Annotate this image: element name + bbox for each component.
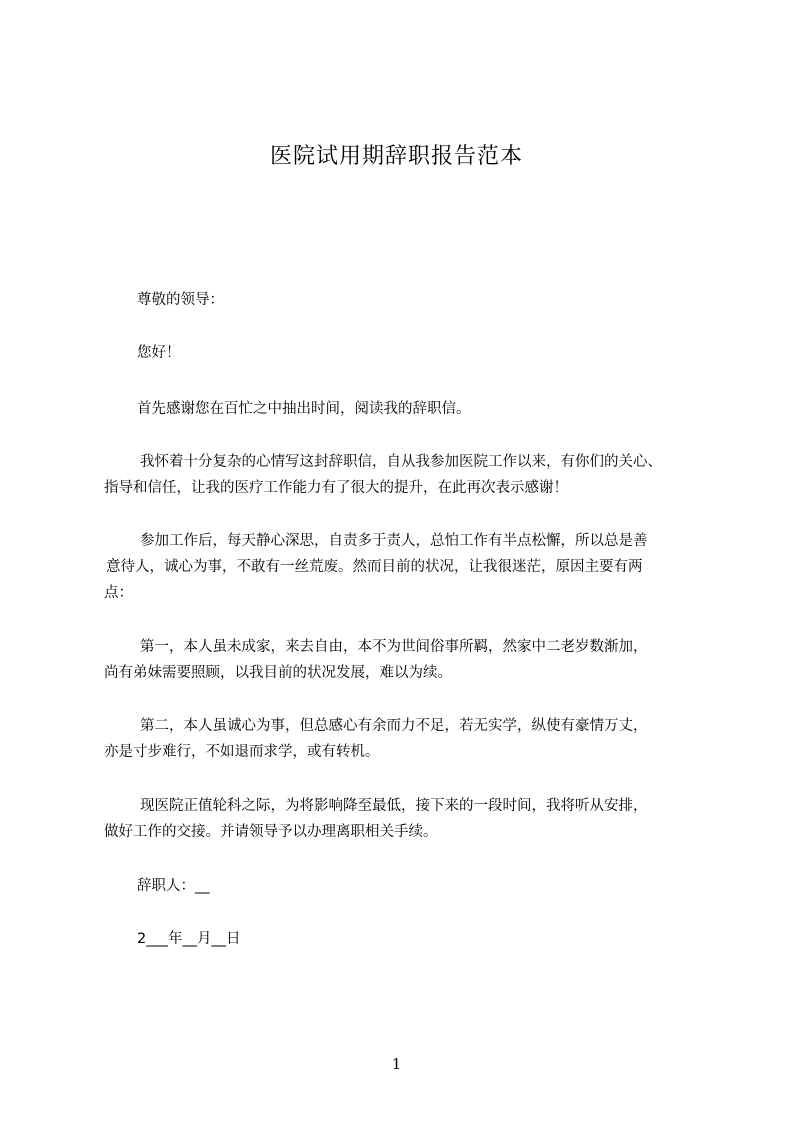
signature-line: 辞职人：__ — [137, 878, 210, 894]
paragraph-line: 参加工作后，每天静心深思，自责多于责人，总怕工作有半点松懈，所以总是善 — [140, 533, 648, 549]
paragraph-line: 首先感谢您在百忙之中抽出时间，阅读我的辞职信。 — [137, 401, 471, 417]
date-line: 2___年__月__日 — [137, 931, 241, 947]
paragraph-line: 做好工作的交接。并请领导予以办理离职相关手续。 — [104, 824, 438, 840]
page-number: 1 — [391, 1055, 402, 1073]
salutation: 尊敬的领导： — [137, 292, 224, 308]
paragraph-line: 指导和信任，让我的医疗工作能力有了很大的提升，在此再次表示感谢！ — [104, 480, 568, 496]
paragraph-line: 点： — [104, 585, 133, 601]
paragraph-line: 现医院正值轮科之际，为将影响降至最低，接下来的一段时间，我将听从安排， — [140, 798, 648, 814]
document-title: 医院试用期辞职报告范本 — [269, 144, 523, 169]
paragraph-line: 第二，本人虽诚心为事，但总感心有余而力不足，若无实学，纵使有豪情万丈， — [140, 718, 648, 734]
paragraph-line: 我怀着十分复杂的心情写这封辞职信，自从我参加医院工作以来，有你们的关心、 — [140, 454, 662, 470]
paragraph-line: 意待人，诚心为事，不敢有一丝荒废。然而目前的状况，让我很迷茫，原因主要有两 — [106, 559, 643, 575]
paragraph-line: 尚有弟妹需要照顾，以我目前的状况发展，难以为续。 — [104, 665, 452, 681]
paragraph-line: 第一，本人虽未成家，来去自由，本不为世间俗事所羁，然家中二老岁数渐加， — [140, 639, 648, 655]
greeting: 您好！ — [137, 345, 181, 361]
paragraph-line: 亦是寸步难行，不如退而求学，或有转机。 — [104, 744, 380, 760]
